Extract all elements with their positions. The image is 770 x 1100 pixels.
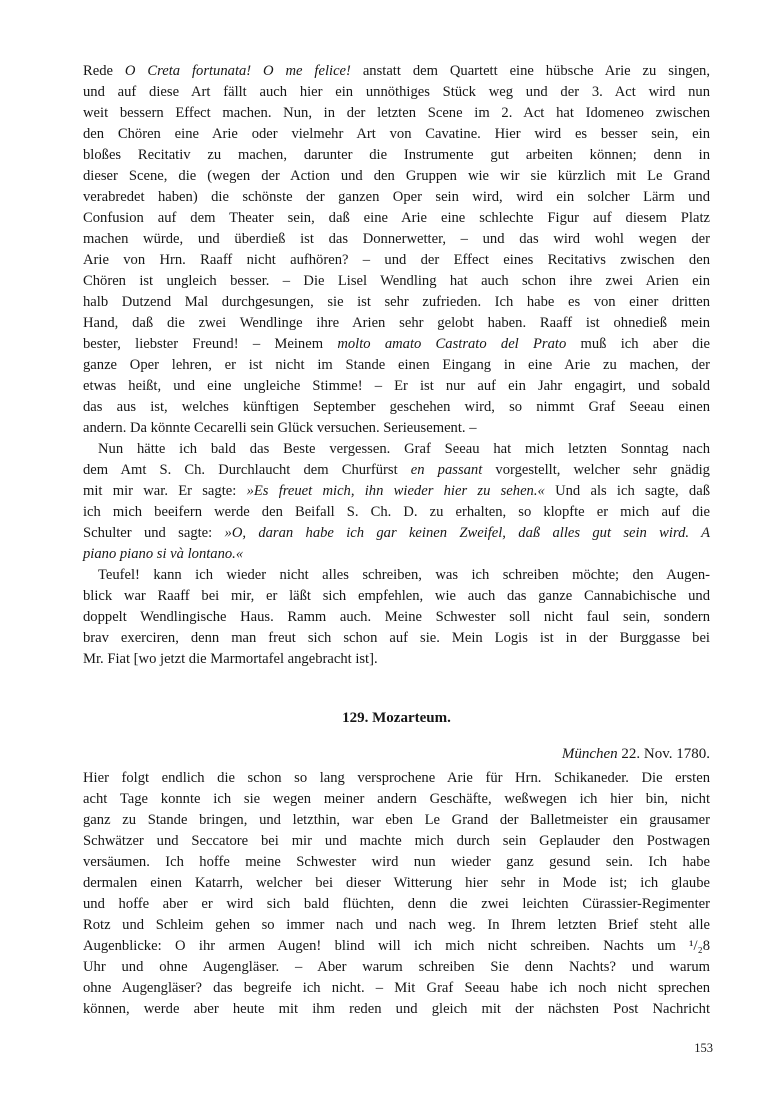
text-run: doppelt Wendlingische Haus. Ramm auch. Meine Schwester soll nicht faul sein, sondern	[83, 609, 710, 625]
text-line	[83, 810, 710, 831]
text-run: und auf diese Art fällt auch hier ein unnöthiges Stück weg und der 3. Act wird nun	[83, 84, 710, 100]
text-line	[83, 82, 710, 103]
text-run: 22. Nov. 1780.	[617, 746, 710, 762]
text-line	[83, 565, 710, 586]
text-line	[83, 355, 710, 376]
text-run: dermalen einen Katarrh, welcher bei dieser Witterung hier sehr in Mode ist; ich glaube	[83, 875, 710, 891]
text-line	[83, 523, 710, 544]
text-run: ich mich beeifern werde den Beifall S. Ch. D. zu erhalten, so klopfte er mich auf die	[83, 504, 710, 520]
text-line	[83, 187, 710, 208]
text-line	[83, 894, 710, 915]
text-line	[83, 649, 710, 670]
italic-text-run: München	[561, 746, 618, 762]
text-line	[83, 145, 710, 166]
text-line	[83, 61, 710, 82]
italic-text-run: piano piano si và lontano.«	[83, 546, 244, 562]
text-line	[83, 166, 710, 187]
text-run: blick war Raaff bei mir, er läßt sich empfehlen, wie auch das ganze Cannabichische und	[83, 588, 710, 604]
text-run: ganz zu Stande bringen, und letzthin, war eben Le Grand der Balletmeister ein grausamer	[83, 812, 710, 828]
text-run: können, werde aber heute mit ihm reden und gleich mit der nächsten Post Nachricht	[83, 1001, 710, 1017]
text-run: ganze Oper lehren, er ist nicht im Stande einen Eingang in eine Arie zu machen, der	[83, 357, 710, 373]
text-run: Nun hätte ich bald das Beste vergessen. Graf Seeau hat mich letzten Sonntag nach	[98, 441, 710, 457]
text-line	[83, 873, 710, 894]
text-run: den Chören eine Arie oder vielmehr Art von Cavatine. Hier wird es besser sein, ein	[83, 126, 710, 142]
text-line	[83, 313, 710, 334]
text-run: und hoffe aber er wird sich bald flüchten, denn die zwei leichten Cürassier-Regimenter	[83, 896, 710, 912]
text-run: weit bessern Effect machen. Nun, in der letzten Scene im 2. Act hat Idomeneo zwischen	[83, 105, 710, 121]
text-line	[83, 586, 710, 607]
italic-text-run: »Es freuet mich, ihn wieder hier zu sehen.«	[246, 483, 545, 499]
text-line	[83, 831, 710, 852]
text-run: bester, liebster Freund! – Meinem	[83, 336, 338, 352]
italic-text-run: molto amato Castrato del Prato	[337, 336, 567, 352]
text-run: Rede	[83, 63, 125, 79]
text-run: Rotz und Schleim gehen so immer nach und nach weg. In Ihrem letzten Brief steht alle	[83, 917, 710, 933]
text-line	[83, 544, 710, 565]
paragraph	[83, 565, 710, 670]
text-column	[83, 61, 710, 1020]
italic-text-run: en passant	[410, 462, 483, 478]
text-line	[83, 250, 710, 271]
text-line	[83, 852, 710, 873]
text-run: halb Dutzend Mal durchgesungen, sie ist sehr zufrieden. Ich habe es von einer dritten	[83, 294, 710, 310]
text-run: Teufel! kann ich wieder nicht alles schreiben, was ich schreiben möchte; den Augen-	[98, 567, 710, 583]
text-line	[83, 789, 710, 810]
text-run: andern. Da könnte Cecarelli sein Glück versuchen. Serieusement. –	[83, 420, 477, 436]
text-run: Hand, daß die zwei Wendlinge ihre Arien sehr gelobt haben. Raaff ist ohnedieß mein	[83, 315, 710, 331]
italic-text-run: O Creta fortunata! O me felice!	[124, 63, 351, 79]
text-line	[83, 628, 710, 649]
text-run: Uhr und ohne Augengläser. – Aber warum schreiben Sie denn Nachts? und warum	[83, 959, 710, 975]
text-line	[83, 768, 710, 789]
text-line	[83, 376, 710, 397]
text-line	[83, 229, 710, 250]
text-line	[83, 502, 710, 523]
text-run: verabredet haben) die schönste der ganzen Oper sein wird, wird ein solcher Lärm und	[83, 189, 710, 205]
text-run: das aus ist, welches künftigen September geschehen wird, so nimmt Graf Seeau einen	[83, 399, 710, 415]
text-run: Hier folgt endlich die schon so lang versprochene Arie für Hrn. Schikaneder. Die ersten	[83, 770, 710, 786]
text-line	[83, 208, 710, 229]
text-line	[83, 460, 710, 481]
text-line	[83, 418, 710, 439]
text-run: machen würde, und überdieß ist das Donnerwetter, – und das wird wohl wegen der	[83, 231, 710, 247]
text-run: acht Tage konnte ich sie wegen meiner andern Geschäfte, weßwegen ich hier bin, nicht	[83, 791, 710, 807]
text-run: mit mir war. Er sagte:	[83, 483, 247, 499]
text-run: vorgestellt, welcher sehr gnädig	[482, 462, 710, 478]
letter-dateline	[83, 744, 710, 765]
text-run: ohne Augengläser? das begreife ich nicht. – Mit Graf Seeau habe ich noch nicht sprechen	[83, 980, 710, 996]
text-run: muß ich aber die	[566, 336, 711, 352]
text-line	[83, 397, 710, 418]
text-run: Confusion auf dem Theater sein, daß eine Arie eine schlechte Figur auf diesem Platz	[83, 210, 710, 226]
text-run: Schwätzer und Seccatore bei mir und machte mich durch sein Geplauder den Postwagen	[83, 833, 710, 849]
text-line	[83, 607, 710, 628]
paragraph	[83, 439, 710, 565]
text-run: Augenblicke: O ihr armen Augen! blind will ich mich nicht schreiben. Nachts um ¹/₂8	[83, 938, 710, 954]
letter-heading: 129. Mozarteum.	[342, 710, 451, 726]
text-run: Schulter und sagte:	[83, 525, 225, 541]
text-line	[83, 936, 710, 957]
text-line	[83, 439, 710, 460]
text-line	[83, 481, 710, 502]
text-line	[83, 957, 710, 978]
text-line	[83, 103, 710, 124]
text-run: dieser Scene, die (wegen der Action und den Gruppen wie wir sie kürzlich mit Le Grand	[83, 168, 710, 184]
text-run: anstatt dem Quartett eine hübsche Arie zu singen,	[350, 63, 710, 79]
text-run: Arie von Hrn. Raaff nicht aufhören? – und der Effect eines Recitativs zwischen den	[83, 252, 710, 268]
text-line	[83, 915, 710, 936]
page-number: 153	[694, 1041, 713, 1055]
text-run: Mr. Fiat [wo jetzt die Marmortafel angebracht ist].	[83, 651, 378, 667]
text-line	[83, 292, 710, 313]
text-line	[83, 334, 710, 355]
text-run: versäumen. Ich hoffe meine Schwester wird nun wieder ganz gesund sein. Ich habe	[83, 854, 710, 870]
text-line	[83, 124, 710, 145]
text-line	[83, 978, 710, 999]
text-run: etwas heißt, und eine ungleiche Stimme! – Er ist nur auf ein Jahr engagirt, und sobald	[83, 378, 710, 394]
paragraph	[83, 768, 710, 1020]
text-run: brav exerciren, denn man freut sich schon auf sie. Mein Logis ist in der Burggasse bei	[83, 630, 710, 646]
text-line	[83, 271, 710, 292]
paragraph	[83, 61, 710, 439]
text-line	[83, 999, 710, 1020]
text-run: Und als ich sagte, daß	[544, 483, 710, 499]
italic-text-run: »O, daran habe ich gar keinen Zweifel, daß alles gut sein wird. A	[224, 525, 711, 541]
text-run: Chören ist ungleich besser. – Die Lisel Wendling hat auch schon ihre zwei Arien ein	[83, 273, 710, 289]
text-run: dem Amt S. Ch. Durchlaucht dem Churfürst	[83, 462, 411, 478]
text-run: bloßes Recitativ zu machen, darunter die Instrumente gut arbeiten können; denn in	[83, 147, 710, 163]
